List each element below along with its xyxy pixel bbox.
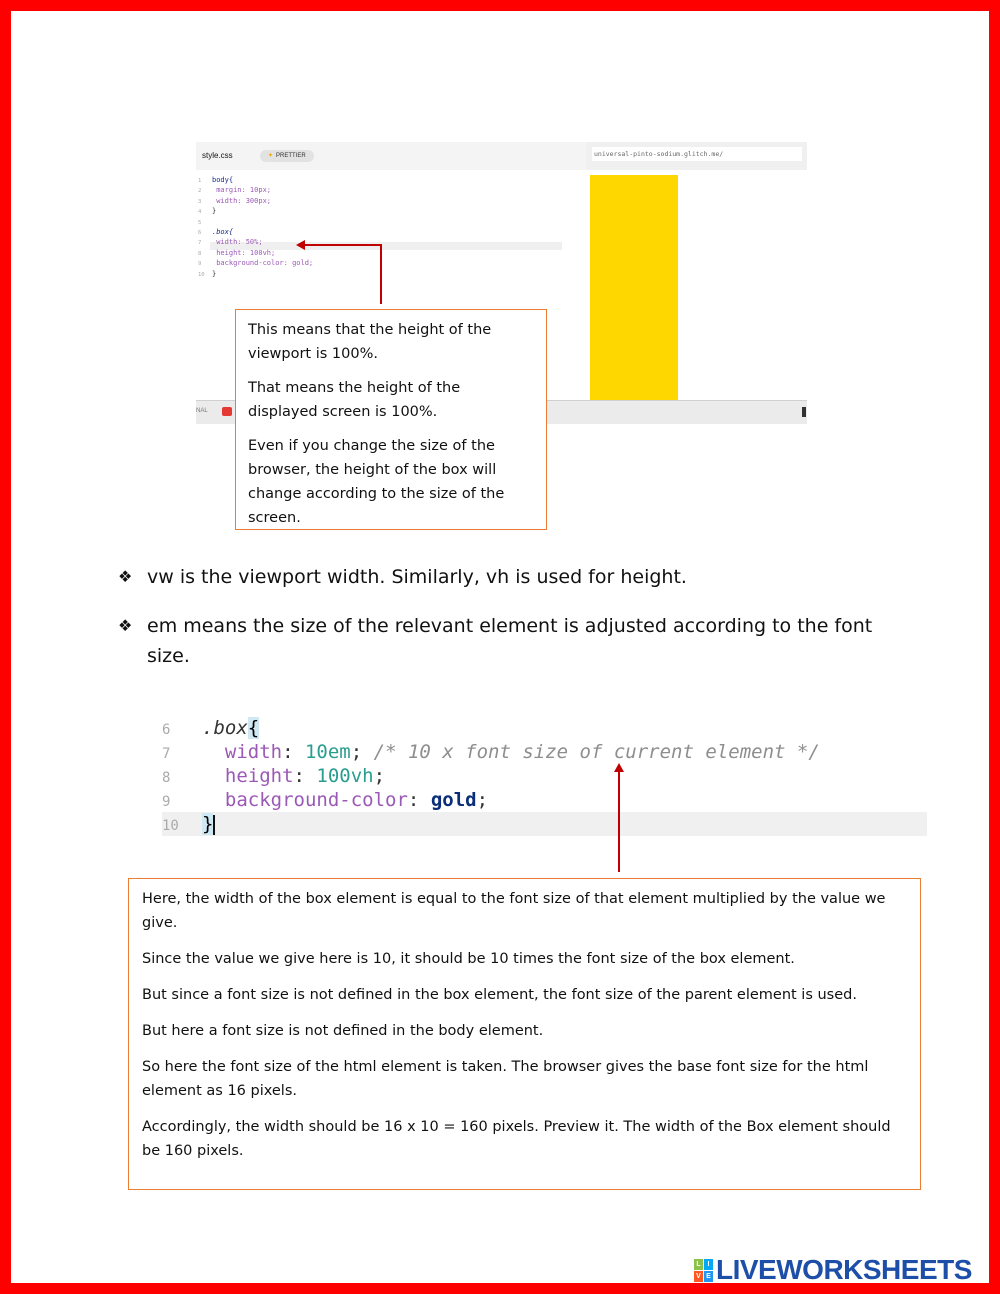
- code-snippet: [162, 716, 927, 840]
- code-line: 7 width: 50%;: [198, 238, 263, 247]
- code-line: 6 .box{: [162, 717, 260, 739]
- liveworksheets-logo: [694, 1256, 972, 1284]
- callout-paragraph: But since a font size is not defined in the box element, the font size of the parent element is used.: [142, 987, 857, 1003]
- code-line: 9 background-color: gold;: [162, 789, 489, 811]
- callout-paragraph: Accordingly, the width should be 16 x 10 = 160 pixels. Preview it. The width of the Box element should be 160 pixels.: [142, 1119, 891, 1159]
- code-line: 10 }: [198, 269, 217, 278]
- callout-paragraph: That means the height of the displayed screen is 100%.: [248, 380, 461, 420]
- code-line-active: 10 }: [162, 812, 927, 836]
- four-diamond-bullet-icon: ❖: [118, 567, 133, 586]
- logo-grid-icon: L I V E: [694, 1259, 713, 1282]
- callout-viewport-height: [235, 309, 547, 530]
- logo-text: LIVEWORKSHEETS: [716, 1254, 972, 1285]
- editor-tab-bar: [196, 142, 586, 170]
- code-editor[interactable]: [198, 176, 313, 280]
- code-line: 2 margin: 10px;: [198, 186, 272, 195]
- callout-paragraph: Even if you change the size of the browser, the height of the box will change according to the size of the screen.: [248, 438, 505, 526]
- code-line: 7 width: 10em; /* 10 x font size of current element */: [162, 741, 820, 763]
- bullet-list: [118, 562, 878, 690]
- pointer-arrow-vertical: [380, 244, 382, 304]
- arrowhead-icon: [296, 240, 305, 250]
- callout-paragraph: Here, the width of the box element is equal to the font size of that element multiplied by the value we give.: [142, 891, 886, 931]
- arrowhead-icon: [614, 763, 624, 772]
- text-caret: [213, 815, 215, 835]
- sparkle-icon: ✦: [268, 153, 274, 159]
- pointer-arrow-horizontal: [304, 244, 382, 246]
- prettier-label: PRETTIER: [276, 153, 306, 159]
- code-line: 5: [198, 219, 202, 226]
- code-line: 8 height: 100vh;: [162, 765, 386, 787]
- code-line: 1 body{: [198, 176, 234, 184]
- code-line: 6 .box{: [198, 228, 234, 237]
- callout-paragraph: Since the value we give here is 10, it should be 10 times the font size of the box element.: [142, 951, 795, 967]
- scrollbar-handle[interactable]: [802, 407, 806, 417]
- bullet-text: em means the size of the relevant element is adjusted according to the font size.: [147, 615, 873, 667]
- pointer-arrow-vertical: [618, 772, 620, 872]
- code-line: 9 background-color: gold;: [198, 259, 314, 268]
- code-line: 4 }: [198, 207, 217, 216]
- preview-gold-box: [590, 175, 678, 401]
- four-diamond-bullet-icon: ❖: [118, 616, 133, 635]
- callout-paragraph: So here the font size of the html element is taken. The browser gives the base font size for the html element as 16 pixels.: [142, 1059, 869, 1099]
- callout-em-explanation: [128, 878, 921, 1190]
- prettier-button[interactable]: [260, 150, 314, 162]
- code-line: 3 width: 300px;: [198, 196, 272, 205]
- callout-paragraph: This means that the height of the viewport is 100%.: [248, 322, 492, 362]
- bullet-item: [118, 562, 878, 592]
- terminal-label[interactable]: NAL: [196, 408, 208, 414]
- preview-url-field[interactable]: universal-pinto-sodium.glitch.me/: [592, 147, 802, 161]
- callout-paragraph: But here a font size is not defined in the body element.: [142, 1023, 544, 1039]
- file-tab-style-css[interactable]: style.css: [202, 151, 233, 160]
- bullet-item: [118, 611, 878, 671]
- toolbox-icon[interactable]: [222, 407, 232, 416]
- code-line: 8 height: 100vh;: [198, 248, 276, 257]
- bullet-text: vw is the viewport width. Similarly, vh is used for height.: [147, 566, 687, 588]
